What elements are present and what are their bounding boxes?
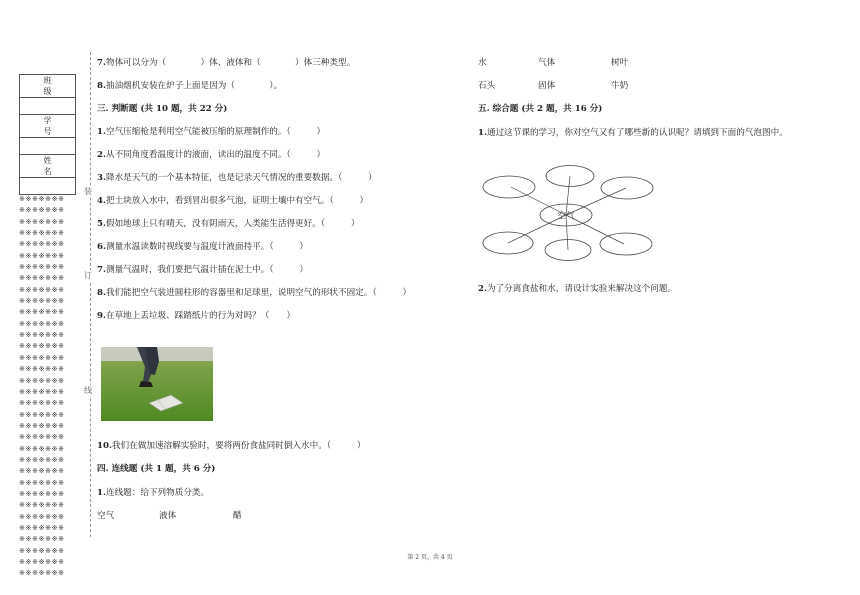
question-number: 7. [97, 265, 106, 275]
connect-item-milk[interactable]: 牛奶 [611, 81, 629, 91]
section-5-heading: 五. 综合题 (共 2 题，共 16 分) [478, 104, 603, 114]
question-text: 为了分离食盐和水，请设计实验来解决这个问题。 [486, 284, 677, 294]
cut-char-zhuang: 装 [84, 187, 92, 196]
connect-item-water[interactable]: 水 [478, 58, 487, 68]
question-number: 8. [97, 81, 106, 91]
connect-item-solid[interactable]: 固体 [538, 81, 556, 91]
id-label: 学 号 [20, 115, 76, 138]
bubble-answer-6[interactable] [600, 233, 652, 255]
section-3-heading: 三. 判断题 (共 10 题，共 22 分) [97, 104, 228, 114]
question-number: 5. [97, 219, 106, 229]
question-text: 假如地球上只有晴天，没有阴雨天，人类能生活得更好。（ ） [105, 219, 360, 229]
cut-char-xian: 线 [84, 386, 92, 395]
judge-question-7 [97, 263, 308, 275]
question-number: 1. [97, 488, 106, 498]
grass-litter-photo [101, 347, 213, 421]
page-footer: 第 2 页，共 4 页 [407, 554, 453, 561]
connect-question-1 [97, 486, 209, 498]
question-number: 3. [97, 173, 106, 183]
question-text: 把土块放入水中，看到冒出很多气泡，证明土壤中有空气。（ ） [105, 196, 369, 206]
judge-question-3 [97, 171, 377, 183]
connect-item-gas[interactable]: 气体 [538, 58, 556, 68]
question-text: 通过这节课的学习，你对空气又有了哪些新的认识呢？请填到下面的气泡图中。 [486, 128, 788, 138]
name-field[interactable] [20, 178, 76, 195]
question-text: 空气压缩枪是利用空气能被压缩的原理制作的。（ ） [105, 127, 326, 137]
connect-item-vinegar[interactable]: 醋 [233, 511, 242, 521]
student-info-table [19, 74, 76, 195]
question-text: 连线题：给下列物质分类。 [105, 488, 210, 498]
comprehensive-question-1 [478, 126, 788, 138]
question-text: 在草地上丢垃圾、踩踏纸片的行为对吗？（ ） [105, 311, 296, 321]
class-label: 班 级 [20, 75, 76, 98]
question-text: 测量水温读数时视线要与温度计液面持平。（ ） [105, 242, 308, 252]
cut-char-ding: 订 [84, 271, 92, 280]
judge-question-9 [97, 309, 295, 321]
question-number: 2. [478, 284, 487, 294]
name-label: 姓 名 [20, 155, 76, 178]
bubble-answer-1[interactable] [483, 176, 535, 198]
question-number: 6. [97, 242, 106, 252]
question-text: 降水是天气的一个基本特征，也是记录天气情况的重要数据。（ ） [105, 173, 377, 183]
question-number: 1. [97, 127, 106, 137]
question-text: 测量气温时，我们要把气温计插在泥土中。（ ） [105, 265, 308, 275]
connect-item-air[interactable]: 空气 [97, 511, 115, 521]
question-text: 我们能把空气装进圆柱形的容器里和足球里，说明空气的形状不固定。（ ） [105, 288, 412, 298]
judge-question-5 [97, 217, 360, 229]
judge-question-4 [97, 194, 368, 206]
bubble-center-label: 空气 [557, 211, 575, 222]
question-7 [97, 56, 355, 68]
question-text: 从不同角度看温度计的液面，读出的温度不同。（ ） [105, 150, 326, 160]
question-number: 10. [97, 441, 112, 451]
question-text: 物体可以分为（ ）体、液体和（ ）体三种类型。 [105, 58, 356, 68]
question-10 [97, 439, 365, 451]
connect-item-leaf[interactable]: 树叶 [611, 58, 629, 68]
question-number: 2. [97, 150, 106, 160]
judge-question-1 [97, 125, 325, 137]
judge-question-6 [97, 240, 308, 252]
question-number: 4. [97, 196, 106, 206]
judge-question-8 [97, 286, 411, 298]
connect-item-stone[interactable]: 石头 [478, 81, 496, 91]
cut-line [90, 52, 91, 537]
question-number: 8. [97, 288, 106, 298]
question-text: 抽油烟机安装在炉子上面是因为（ ）。 [105, 81, 283, 91]
question-number: 9. [97, 311, 106, 321]
bubble-diagram [476, 160, 666, 270]
question-8 [97, 79, 282, 91]
class-field[interactable] [20, 98, 76, 115]
question-number: 1. [478, 128, 487, 138]
id-field[interactable] [20, 138, 76, 155]
connect-item-liquid[interactable]: 液体 [159, 511, 177, 521]
binding-star-pattern: ※※※※※※※ ※※※※※※※ ※※※※※※※ ※※※※※※※ ※※※※※※※ ※※※※※※※ ※※※※※※※ ※※※※※※※ ※※※※※※※ ※※※※※※※ ※※※※※※※ ※※※※※※※ ※※※※※※※ ※※※※※※※ ※※※※※※※ ※※※※※※※ ※※※※※※※ ※※※※※※※ ※※※※※※※ ※※※※※※※ ※※※※※※※ ※※※※※※※ ※※※※※※※ ※※※※※※※ ※※※※※※※ ※※※※※※※ ※※※※※※※ ※※※※※※※ ※※※※※※※ ※※※※※※※ ※※※※※※※ ※※※※※※※ ※※※※※※※ ※※※※※※※ [19, 194, 65, 578]
question-text: 我们在做加速溶解实验时，要将两份食盐同时倒入水中。（ ） [111, 441, 366, 451]
question-number: 7. [97, 58, 106, 68]
comprehensive-question-2 [478, 282, 676, 294]
section-4-heading: 四. 连线题 (共 1 题，共 6 分) [97, 464, 216, 474]
judge-question-2 [97, 148, 325, 160]
bubble-answer-3[interactable] [601, 177, 653, 199]
